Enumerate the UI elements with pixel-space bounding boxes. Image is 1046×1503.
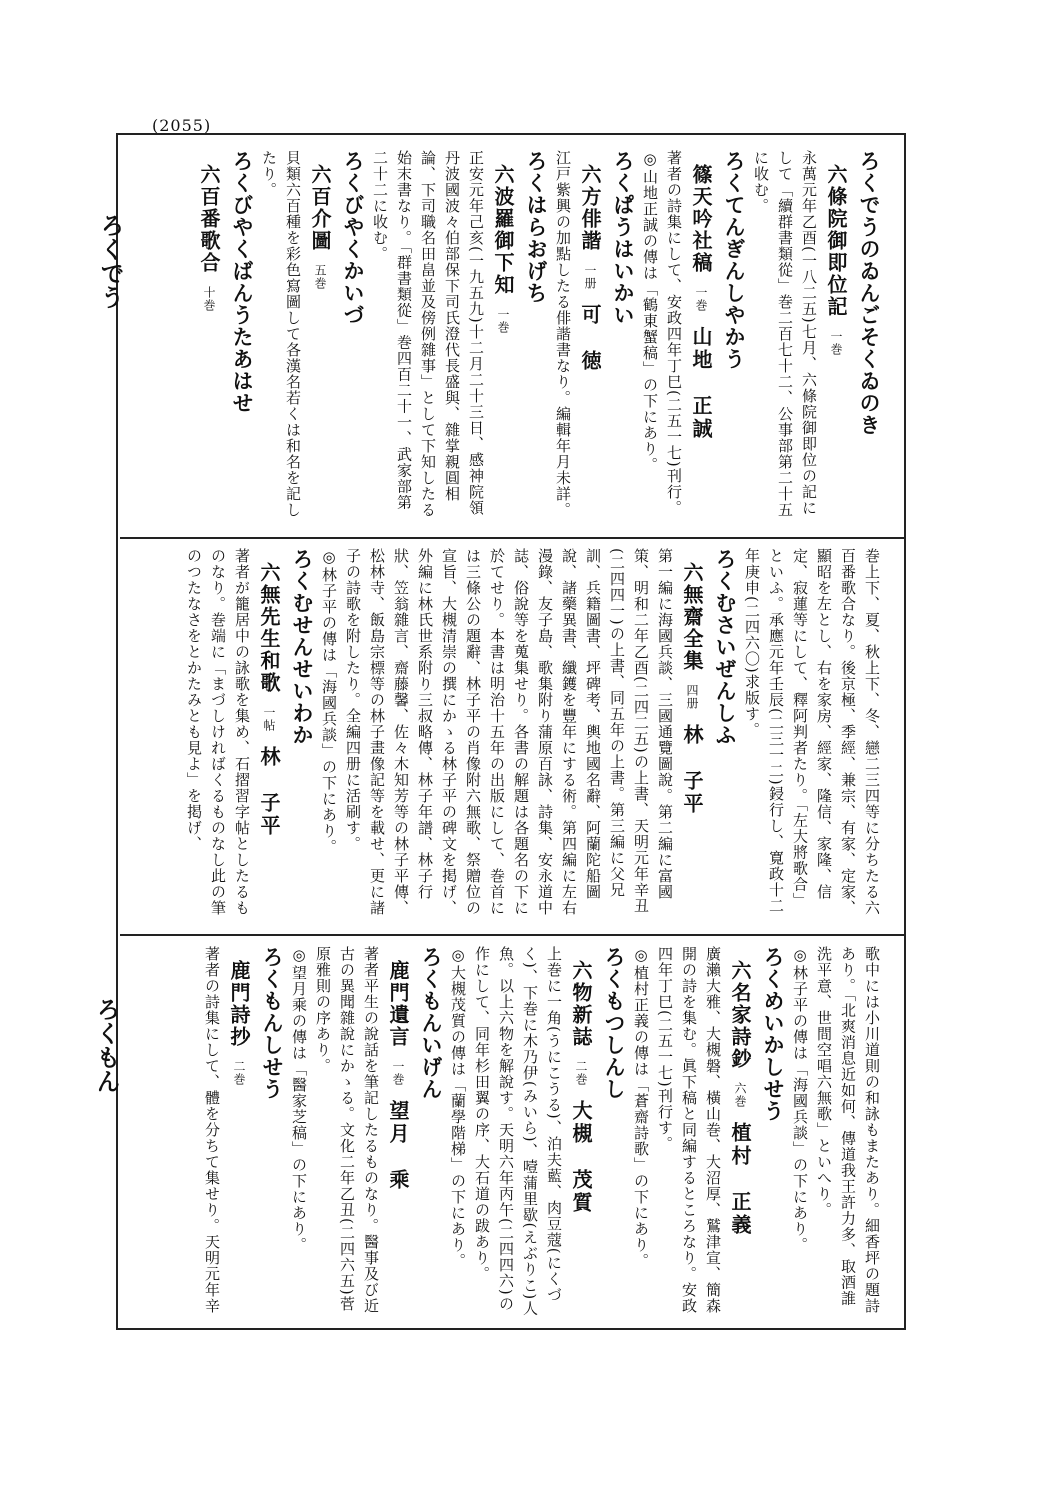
- entry-volumes: 六巻: [733, 1082, 747, 1108]
- entry: [200, 946, 287, 1318]
- entry-title: 六名家詩鈔: [728, 960, 752, 1070]
- entry-title: 鹿門遺言: [386, 960, 410, 1048]
- entry: [749, 150, 884, 525]
- section-divider: [120, 537, 906, 539]
- entry-title-line: [383, 946, 413, 1318]
- entry-title: 篠天吟社稿: [689, 164, 713, 274]
- entry-volumes: 一巻: [694, 286, 708, 312]
- entry: [638, 150, 749, 525]
- entry: [629, 946, 788, 1318]
- entry-title-line: [575, 150, 605, 525]
- entry: [287, 946, 446, 1318]
- entry-title: 六無先生和歌: [257, 562, 281, 694]
- entry-reading: ろくてんぎんしやかう: [722, 150, 747, 370]
- entry-volumes: 一巻: [829, 330, 843, 356]
- entry-author: 山地 正誠: [689, 326, 713, 441]
- entry-title-line: [305, 150, 335, 525]
- entry-note: ◎植村正義の傳は「蒼齋詩歌」の下にあり。: [632, 946, 650, 1269]
- entry-reading: ろくもつしんし: [602, 946, 627, 1100]
- entry-reading: ろくむせんせいわか: [290, 548, 315, 746]
- entry-title: 六物新誌: [569, 960, 593, 1048]
- entry-title-line: [677, 548, 707, 923]
- entry-reading: ろくもんいげん: [419, 946, 444, 1100]
- page-number: (2055): [152, 116, 212, 135]
- section-bottom: [200, 946, 884, 1318]
- entry-volumes: 四册: [685, 684, 699, 710]
- entry-body: 貝類六百種を彩色寫圖して各漢名若くは和名を記したり。: [260, 150, 302, 518]
- entry-body: 正安元年己亥(一九五九)十二月二十三日、感神院領丹波國波々伯部保下司氏澄代長盛與、雜掌親圓相論、下司職名田畠並及傍例雜事」として下知したる始末書なり。「群書類從」巻四百二十一、武家部第二十二に收む。: [371, 150, 485, 518]
- entry-title: 鹿門詩抄: [227, 960, 251, 1048]
- entry-volumes: 一册: [583, 264, 597, 290]
- entry-title-line: [194, 150, 224, 525]
- entry-title: 六百番歌合: [197, 164, 221, 274]
- entry-reading: ろくぱうはいかい: [611, 150, 636, 326]
- entry: [182, 548, 317, 923]
- entry-title-line: [566, 946, 596, 1318]
- entry: [788, 946, 884, 1318]
- entry-author: 可 徳: [578, 304, 602, 373]
- entry-title: 六百介圖: [308, 164, 332, 252]
- entry-body: 第一編に海國兵談、三國通覽圖說。第二編に富國策、明和二年乙酉(二四二五)の上書、天明元年辛丑(二四四一)の上書、同五年の上書。第三編に父兄訓、兵籍圖書、坪碑考、輿地國名辭、阿蘭陀船圖說、諸藥異書、纖鑊を豐年にする術。第四編に左右漫錄、友子島、歌集附り蒲原百詠、詩集、安永道中誌、俗說等を蒐集せり。各書の解題は各題名の下に於てせり。本書は明治十五年の出版にして、巻首には三條公の題辭、林子平の肖像附六無歌、祭贈位の宣旨、大槻清崇の撰にかゝる林子平の碑文を掲げ、外編に林氏世系附り三叔略傳、林子年譜、林子行狀、笠翁雜言、齋藤馨、佐々木知芳等の林子平傳、松林寺、飯島宗標等の林子畫像記等を載せ、更に諸子の詩歌を附したり。全編四册に活刷す。: [344, 548, 674, 916]
- entry-note: ◎望月乘の傳は「醫家芝稿」の下にあり。: [290, 946, 308, 1253]
- entry-body: 永萬元年乙酉(一八二五)七月、六條院御即位の記にして「續群書類從」巻二百七十二、公事部第二十五に收む。: [752, 150, 818, 518]
- entry-body: 歌中には小川道則の和詠もまたあり。細香坪の題詩あり。「北爽消息近如何、傳道我王許力多、取酒誰洗平意、世間空唱六無歌」といへり。: [815, 946, 881, 1314]
- entry: [368, 150, 551, 525]
- entry-note: ◎大槻茂質の傳は「蘭學階梯」の下にあり。: [449, 946, 467, 1269]
- entry-title: 六波羅御下知: [491, 164, 515, 296]
- section-divider: [120, 934, 906, 936]
- entry-title: 六無齋全集: [680, 562, 704, 672]
- entry-reading: ろくびやくばんうたあはせ: [230, 150, 255, 414]
- entry-body: 著者の詩集にして、安政四年丁巳(二五一七)刊行。: [665, 150, 683, 516]
- entry-author: 林 子平: [257, 746, 281, 838]
- entry-title-line: [224, 946, 254, 1318]
- entry-title: 六條院御即位記: [824, 164, 848, 318]
- entry-title-line: [725, 946, 755, 1318]
- section-top: [194, 150, 884, 525]
- entry-title-line: [821, 150, 851, 525]
- entry-author: 林 子平: [680, 724, 704, 816]
- entry-body: 著者が籠居中の詠歌を集め、石摺習字帖としたるものなり。巻端に「まづしければくるものなし此の筆のつたなさをとかたみとも見よ」を掲げ、: [185, 548, 251, 916]
- entry-reading: ろくむさいぜんしふ: [713, 548, 738, 746]
- entry-volumes: 一帖: [262, 706, 276, 732]
- entry-reading: ろくはらおげち: [524, 150, 549, 304]
- entry: [194, 150, 257, 525]
- entry-author: 大槻 茂質: [569, 1100, 593, 1215]
- entry-title: 六方俳諧: [578, 164, 602, 252]
- entry-body: 廣瀨大雅、大槻磐、橫山巻、大沼厚、鷲津宣、簡森開の詩を集む。眞下稿と同編するところなり。安政四年丁巳(二五一七)刊行す。: [656, 946, 722, 1314]
- entry: [740, 548, 884, 923]
- entry-reading: ろくでうのゐんごそくゐのき: [857, 150, 882, 436]
- entry: [317, 548, 740, 923]
- entry-title-line: [686, 150, 716, 525]
- margin-label: ろくもん: [92, 997, 121, 1093]
- entry: [551, 150, 638, 525]
- entry: [446, 946, 629, 1318]
- entry-note: ◎山地正誠の傳は「鶴東蟹稿」の下にあり。: [641, 150, 659, 473]
- entry-body: 著者の詩集にして、體を分ちて集せり。天明元年辛: [203, 946, 221, 1314]
- entry-volumes: 二巻: [232, 1060, 246, 1086]
- entry-body: 上巻に一角(うにこうる)、泊夫藍、肉豆蔻(にくづく)、下巻に木乃伊(みいら)、噎蒲里歇(えぶりこ)人魚。以上六物を解說す。天明六年丙午(二四四六)の作にして、同年杉田翼の序、大石道の跋あり。: [473, 946, 563, 1317]
- entry-author: 望月 乘: [386, 1100, 410, 1192]
- section-middle: [182, 548, 884, 923]
- entry-body: 著者平生の說話を筆記したるものなり。醫事及び近古の異聞雜說にかゝる。文化二年乙丑(二四六五)菅原雅則の序あり。: [314, 946, 380, 1314]
- entry-author: 植村 正義: [728, 1122, 752, 1237]
- entry-volumes: 一巻: [391, 1060, 405, 1086]
- entry-title-line: [488, 150, 518, 525]
- margin-label: ろくでう: [96, 213, 125, 309]
- entry-reading: ろくびやくかいづ: [341, 150, 366, 326]
- entry: [257, 150, 368, 525]
- entry-volumes: 二巻: [574, 1060, 588, 1086]
- entry-reading: ろくもんしせう: [260, 946, 285, 1100]
- entry-volumes: 五巻: [313, 264, 327, 290]
- entry-note: ◎林子平の傳は「海國兵談」の下にあり。: [791, 946, 809, 1253]
- entry-body: 江戸紫興の加點したる俳諧書なり。編輯年月未詳。: [554, 150, 572, 518]
- entry-volumes: 一巻: [496, 308, 510, 334]
- entry-note: ◎林子平の傳は「海國兵談」の下にあり。: [320, 548, 338, 855]
- entry-title-line: [254, 548, 284, 923]
- entry-volumes: 十巻: [202, 286, 216, 312]
- entry-reading: ろくめいかしせう: [761, 946, 786, 1122]
- entry-body: 巻上下、夏、秋上下、冬、戀二三四等に分ちたる六百番歌合なり。後京極、季經、兼宗、有家、定家、顯昭を左とし、右を家房、經家、隆信、家隆、信定、寂蓮等にして、釋阿判者たり。「左大將歌合」といふ。承應元年壬辰(二三一二)鋟行し、寛政十二年庚申(二四六〇)求版す。: [743, 548, 881, 916]
